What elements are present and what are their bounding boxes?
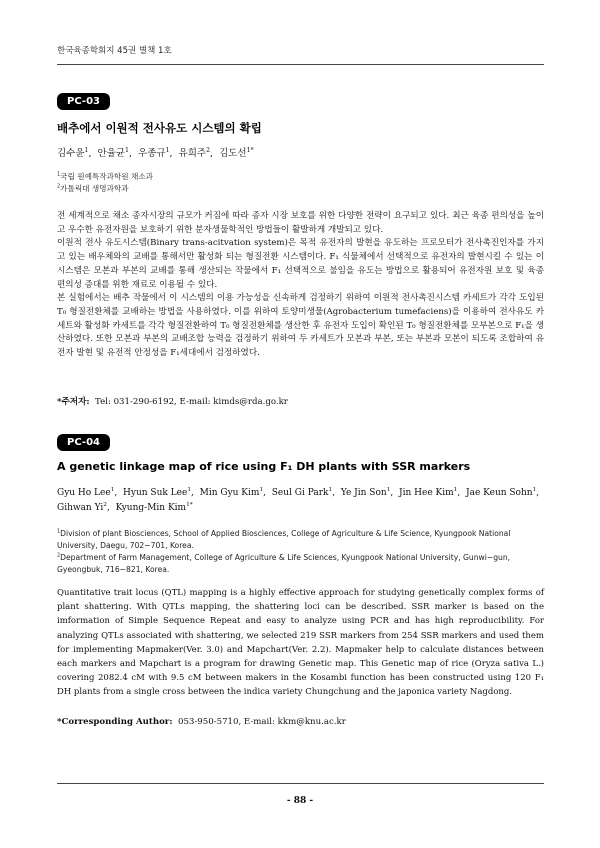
author-name: Jae Keun Sohn — [465, 488, 533, 498]
contact-text: 053-950-5710, E-mail: kkm@knu.ac.kr — [177, 717, 346, 727]
header-divider — [57, 64, 544, 65]
author-mark: 1 — [187, 487, 192, 493]
author-name: 우종규 — [138, 148, 166, 159]
affiliation-list — [57, 171, 544, 195]
author-mark: 2 — [206, 146, 210, 154]
body-paragraph: Quantitative trait locus (QTL) mapping is a highly effective approach for studying genetically complex forms of plant shattering. With QTLs mapping, the shattering loci can be described. SSR marker is based on the imformation of Simple Sequence Repeat and easy to analyze using PCR and has high reproducibility. For analyzing QTLs associated with shattering, we selected 219 SSR markers from 254 SSR markers and used them for implementing Mapmaker(Ver. 3.0) and Mapchart(Ver. 2.2). Mapmaker help to calculate distances between each markers and Mapchart is a program for drawing Genetic map. This Genetic map of rice (Oryza sativa L.) covering 2082.4 cM with 9.5 cM between makers in the Kosambi function has been constructed using 120 F₁ DH plants from a single cross between the indica variety Chungchung and the japonica variety Nagdong. — [57, 588, 544, 698]
affiliation: $^2$Department of Farm Management, College of Agriculture & Life Sciences, Kyungpook National University, Gunwi−gun, Gyeongbuk, 716−821, Korea. — [57, 552, 511, 574]
contact-line — [57, 717, 346, 727]
body-paragraph: 전 세계적으로 채소 종자시장의 규모가 커짐에 따라 종자 시장 보호를 위한 다양한 전략이 요구되고 있다. 최근 육종 편의성을 높이고 우수한 유전자원을 보호하기 위한 분자생물학적인 방법들이 활발하게 개발되고 있다. — [57, 211, 544, 235]
author-mark: 1* — [246, 146, 254, 154]
abstract-badge: PC-03 — [57, 93, 110, 110]
affiliation-mark: 1 — [57, 171, 61, 178]
contact-label: *Corresponding Author: — [57, 717, 173, 727]
author-name: Jin Hee Kim — [399, 488, 454, 498]
contact-label: *주저자: — [57, 397, 90, 407]
body-paragraph: 본 실험에서는 배추 작물에서 이 시스템의 이용 가능성을 신속하게 검정하기 위하여 이원적 전사촉진시스템 카세트가 각각 도입된 T₀ 형질전환체를 교배하는 방법을 사용하였다. 이를 위하여 토양미생물(Agrobacterium tumefaciens)을 이용하여 전사유도 카세트와 활성화 카세트를 각각 형질전환하여 T₀ 형질전환체를 생산한 후 유전자 도입이 확인된 T₀ 형질전환체를 모부본으로 F₁을 생산하였다. 또한 모본과 부본의 교배조합 능력을 검정하기 위하여 두 카세트가 모본과 부본, 또는 부본과 모본이 되도록 조합하여 유전자 발현 및 유전적 안정성을 F₁세대에서 검정하였다. — [57, 293, 544, 359]
author-name: Kyung-Min Kim — [115, 503, 187, 513]
abstract-badge: PC-04 — [57, 434, 110, 451]
journal-header: 한국육종학회지 45권 별책 1호 — [57, 46, 172, 56]
author-mark: 1 — [532, 487, 537, 493]
abstract-body — [57, 210, 544, 361]
author-mark: 1 — [259, 487, 264, 493]
abstract-title: 배추에서 이원적 전사유도 시스템의 확립 — [57, 121, 262, 135]
affiliation: $^1$국립 원예특작과학원 채소과 — [57, 171, 154, 181]
author-mark: 1* — [186, 502, 193, 508]
author-mark: 2 — [103, 502, 107, 508]
abstract-body — [57, 586, 544, 700]
author-mark: 1 — [328, 487, 333, 493]
author-mark: 1 — [453, 487, 458, 493]
abstract-title: A genetic linkage map of rice using F₁ DH plants with SSR markers — [57, 460, 471, 473]
affiliation-mark: 2 — [57, 183, 61, 190]
author-mark: 1 — [165, 146, 170, 154]
affiliation-list — [57, 528, 544, 576]
footer-divider — [57, 783, 544, 784]
author-list: Gyu Ho Lee$^1$, Hyun Suk Lee$^1$, Min Gyu Kim$^1$, Seul Gi Park$^1$, Ye Jin Son$^1$, Jin Hee Kim$^1$, Jae Keun Sohn$^1$, Gihwan Yi$^2$, Kyung-Min Kim$^{1*}$ — [57, 487, 543, 513]
contact-line — [57, 395, 288, 407]
author-name: 안율균 — [97, 148, 126, 159]
affiliation-mark: 1 — [57, 528, 61, 535]
page-number: - 88 - — [286, 796, 314, 806]
affiliation: $^2$가톨릭대 생명과학과 — [57, 183, 129, 193]
author-mark: 1 — [386, 487, 391, 493]
affiliation: $^1$Division of plant Biosciences, School of Applied Biosciences, College of Agriculture & Life Science, Kyungpook National University, Daegu, 702−701, Korea. — [57, 528, 511, 550]
author-name: Gyu Ho Lee — [57, 488, 111, 498]
author-mark: 1 — [125, 146, 129, 154]
author-name: Hyun Suk Lee — [123, 488, 188, 498]
author-mark: 1 — [84, 146, 89, 154]
contact-text: Tel: 031-290-6192, E-mail: kimds@rda.go.kr — [95, 397, 288, 407]
author-name: Min Gyu Kim — [199, 488, 260, 498]
author-name: 유희주 — [178, 148, 207, 159]
author-name: Gihwan Yi — [57, 503, 104, 513]
author-name: 김도선 — [219, 148, 247, 159]
author-mark: 1 — [110, 487, 115, 493]
affiliation-mark: 2 — [57, 552, 61, 559]
author-name: Seul Gi Park — [271, 488, 329, 498]
author-list: 김수윤$^1$, 안율균$^1$, 우종규$^1$, 유희주$^2$, 김도선$^{1*}$ — [57, 146, 254, 159]
author-name: Ye Jin Son — [340, 488, 387, 498]
author-name: 김수윤 — [57, 148, 85, 159]
body-paragraph: 이원적 전사 유도시스템(Binary trans-acitvation system)은 목적 유전자의 발현을 유도하는 프로모터가 전사촉진인자를 가지고 있는 배우체와의 교배를 통해서만 활성화 되는 형질전환 시스템이다. F₁ 식물체에서 선택적으로 유전자의 발현시킬 수 있는 이 시스템은 모본과 부본의 교배를 통해 생산되는 작물에서 F₁ 선택적으로 불임을 유도는 방법으로 활용되어 유전자원 보호 및 육종 편의성 증대를 위한 재료로 이용될 수 있다. — [57, 238, 544, 290]
